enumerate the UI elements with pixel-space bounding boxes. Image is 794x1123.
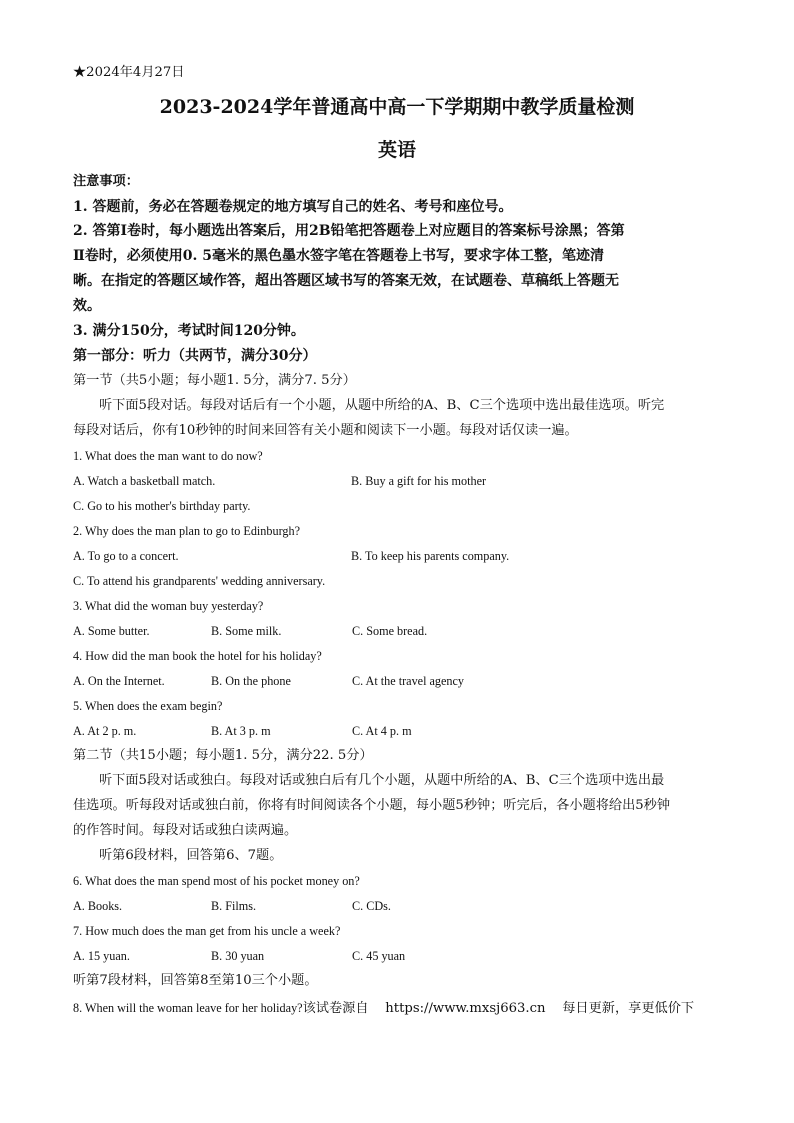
- part1-heading: 第一部分：听力（共两节，满分30分）: [73, 348, 317, 364]
- question-2-option-b: B. To keep his parents company.: [351, 549, 510, 563]
- question-5-option-a: A. At 2 p. m.: [73, 724, 137, 738]
- notes-line-3: Ⅱ卷时，必须使用0. 5毫米的黑色墨水签字笔在答题卷上书写，要求字体工整，笔迹清: [73, 248, 605, 264]
- question-3-stem: 3. What did the woman buy yesterday?: [73, 599, 264, 613]
- section1-heading: 第一节（共5小题；每小题1. 5分，满分7. 5分）: [73, 373, 356, 388]
- question-7-stem: 7. How much does the man get from his uncle a week?: [73, 924, 341, 938]
- notes-line-4: 晰。在指定的答题区域作答，超出答题区域书写的答案无效，在试题卷、草稿纸上答题无: [73, 273, 619, 289]
- question-2-option-c: C. To attend his grandparents' wedding anniversary.: [73, 574, 326, 588]
- question-5-options-row: [73, 725, 733, 741]
- section1-instruction-2: 每段对话后，你有10秒钟的时间来回答有关小题和阅读下一小题。每段对话仅读一遍。: [73, 423, 578, 438]
- notes-line-2: 2. 答第Ⅰ卷时，每小题选出答案后，用2B铅笔把答题卷上对应题目的答案标号涂黑；答第: [73, 223, 625, 239]
- question-7-options-row: [73, 950, 733, 966]
- question-6-option-b: B. Films.: [211, 899, 257, 913]
- question-6-options-row: [73, 900, 733, 916]
- notes-line-5: 效。: [73, 298, 101, 314]
- section2-instruction-2: 佳选项。听每段对话或独白前，你将有时间阅读各个小题，每小题5秒钟；听完后，各小题将给出5秒钟: [73, 798, 671, 813]
- notes-heading: 注意事项：: [73, 174, 139, 189]
- section2-heading: 第二节（共15小题；每小题1. 5分，满分22. 5分）: [73, 748, 373, 763]
- source-watermark-note: 该试卷源自 https://www.mxsj663.cn 每日更新，享更低价下: [302, 1001, 695, 1016]
- question-3-option-a: A. Some butter.: [73, 624, 150, 638]
- section2-instruction-3: 的作答时间。每段对话或独白读两遍。: [73, 823, 298, 838]
- section1-instruction-1: 听下面5段对话。每段对话后有一个小题，从题中所给的A、B、C三个选项中选出最佳选项。听完: [99, 398, 665, 413]
- question-3-options-row: [73, 625, 733, 641]
- question-6-option-c: C. CDs.: [352, 899, 391, 913]
- question-1-option-c: C. Go to his mother's birthday party.: [73, 499, 251, 513]
- question-4-stem: 4. How did the man book the hotel for his holiday?: [73, 649, 322, 663]
- question-8-stem: 8. When will the woman leave for her holiday?: [73, 1001, 303, 1015]
- question-7-option-b: B. 30 yuan: [211, 949, 265, 963]
- question-6-stem: 6. What does the man spend most of his pocket money on?: [73, 874, 360, 888]
- question-3-option-c: C. Some bread.: [352, 624, 428, 638]
- section2-instruction-1: 听下面5段对话或独白。每段对话或独白后有几个小题，从题中所给的A、B、C三个选项中选出最: [99, 773, 665, 788]
- question-4-options-row: [73, 675, 733, 691]
- question-5-option-b: B. At 3 p. m: [211, 724, 271, 738]
- material-7-note: 听第7段材料，回答第8至第10三个小题。: [73, 973, 318, 988]
- question-7-option-c: C. 45 yuan: [352, 949, 406, 963]
- notes-line-1: 1. 答题前，务必在答题卷规定的地方填写自己的姓名、考号和座位号。: [73, 199, 513, 215]
- question-4-option-a: A. On the Internet.: [73, 674, 165, 688]
- question-5-option-c: C. At 4 p. m: [352, 724, 412, 738]
- question-3-option-b: B. Some milk.: [211, 624, 282, 638]
- exam-date: ★2024年4月27日: [73, 65, 185, 80]
- question-8-line: [73, 999, 694, 1015]
- material-6-note: 听第6段材料，回答第6、7题。: [99, 848, 283, 863]
- question-1-options-row: [73, 475, 733, 491]
- question-6-option-a: A. Books.: [73, 899, 123, 913]
- question-4-option-b: B. On the phone: [211, 674, 291, 688]
- question-1-stem: 1. What does the man want to do now?: [73, 449, 263, 463]
- exam-title: 2023-2024学年普通高中高一下学期期中教学质量检测: [159, 96, 635, 118]
- question-7-option-a: A. 15 yuan.: [73, 949, 130, 963]
- question-5-stem: 5. When does the exam begin?: [73, 699, 223, 713]
- question-2-option-a: A. To go to a concert.: [73, 549, 179, 563]
- question-1-option-a: A. Watch a basketball match.: [73, 474, 216, 488]
- subject-title: 英语: [377, 139, 416, 161]
- notes-line-6: 3. 满分150分，考试时间120分钟。: [73, 323, 305, 339]
- question-2-options-row: [73, 550, 733, 566]
- question-4-option-c: C. At the travel agency: [352, 674, 465, 688]
- question-1-option-b: B. Buy a gift for his mother: [351, 474, 487, 488]
- question-2-stem: 2. Why does the man plan to go to Edinburgh?: [73, 524, 301, 538]
